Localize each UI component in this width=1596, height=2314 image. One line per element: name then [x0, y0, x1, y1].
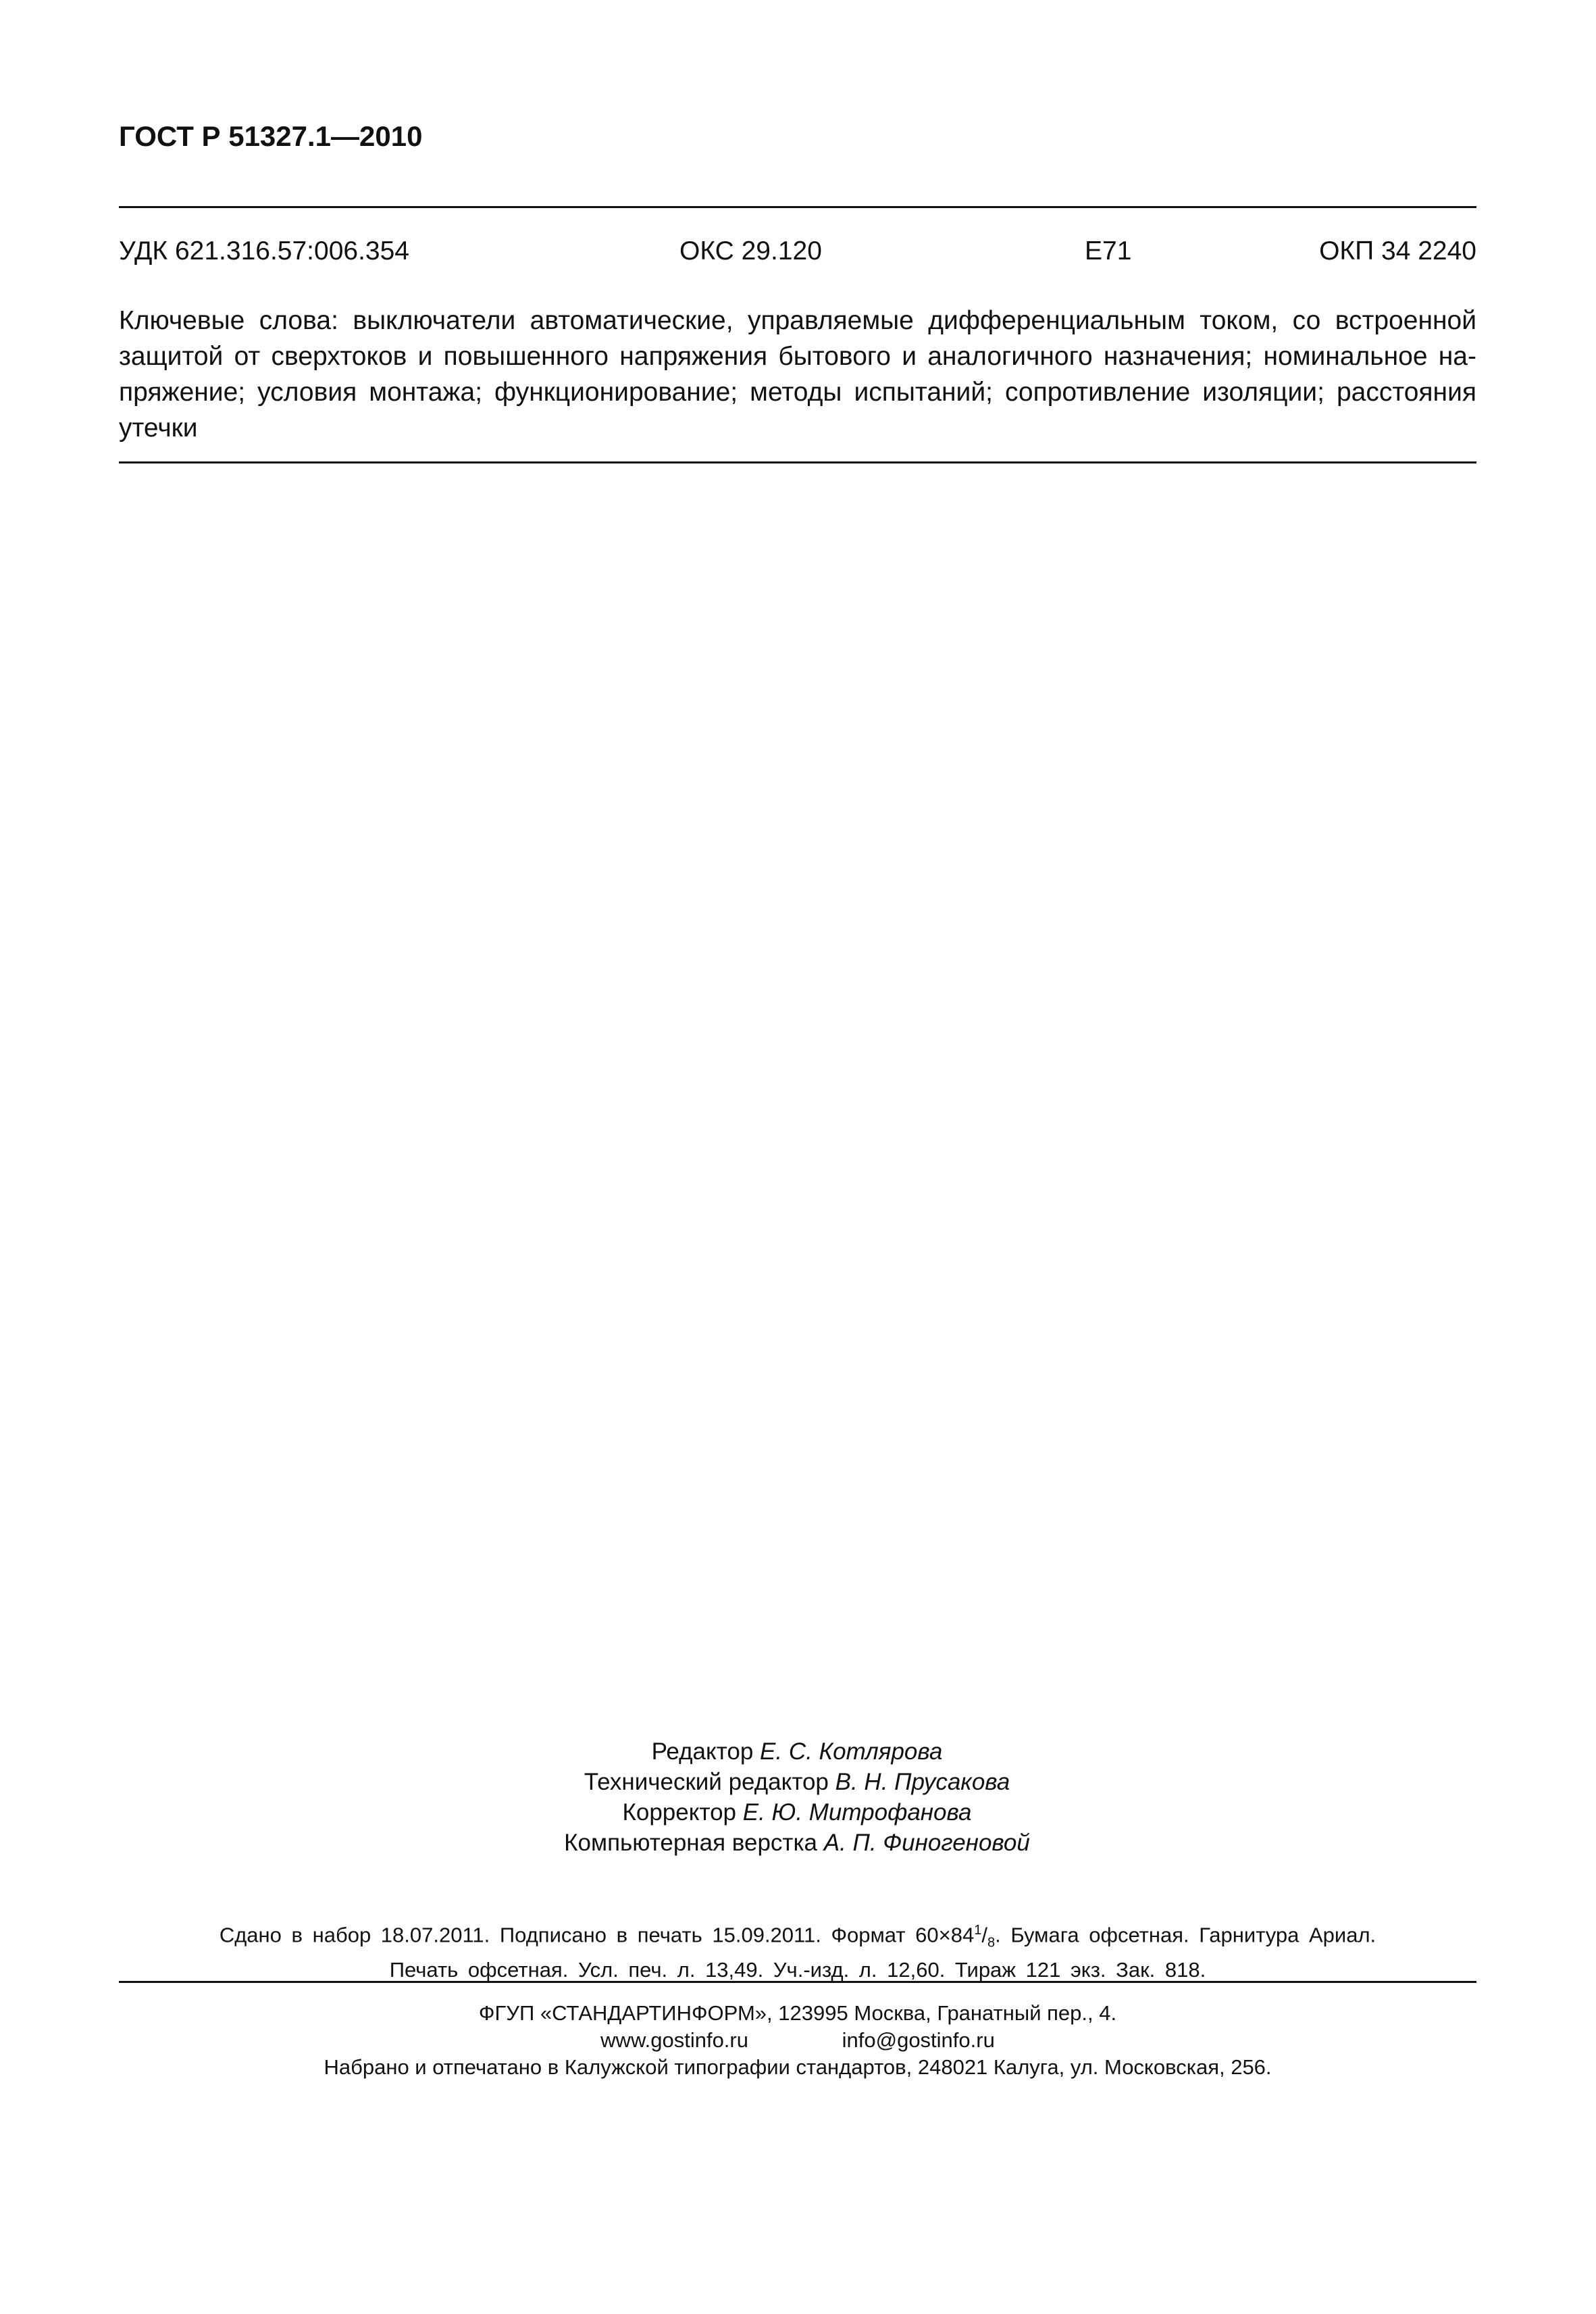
- format-denominator: 8: [987, 1935, 996, 1951]
- credit-role: Компьютерная верстка: [564, 1830, 817, 1856]
- group-code: Е71: [1085, 236, 1132, 266]
- credit-role: Технический редактор: [584, 1769, 829, 1795]
- okp-code: ОКП 34 2240: [1319, 236, 1476, 266]
- credits-block: [405, 1736, 1189, 1858]
- credit-name: В. Н. Прусакова: [835, 1769, 1010, 1795]
- credit-proofreader: [405, 1797, 1189, 1828]
- imprint-text: . Бумага офсетная. Гарнитура Ариал.: [995, 1923, 1376, 1947]
- keywords-divider: [119, 461, 1476, 463]
- gost-code: ГОСТ Р 51327.1—2010: [119, 120, 423, 152]
- publisher-block: [119, 2000, 1476, 2081]
- publisher-address: ФГУП «СТАНДАРТИНФОРМ», 123995 Москва, Гранатный пер., 4.: [478, 2001, 1117, 2025]
- udk-code: УДК 621.316.57:006.354: [119, 236, 409, 266]
- top-divider: [119, 206, 1476, 208]
- credit-layout: [405, 1828, 1189, 1858]
- publisher-contacts: [119, 2027, 1476, 2054]
- credit-editor: [405, 1736, 1189, 1767]
- imprint-block: [119, 1917, 1476, 1984]
- keywords-paragraph: Ключевые слова: выключатели автоматические, управляемые дифференциальным током, со встроенной защитой от сверхтоков и повышенного напряжения бытового и аналогичного назначения; номинальное напряжение; условия монтажа; функционирование; методы испытаний; сопротивление изоляции; расстояния утечки: [119, 306, 1476, 443]
- credit-tech-editor: [405, 1767, 1189, 1797]
- credit-name: А. П. Финогеновой: [823, 1830, 1030, 1856]
- website-link[interactable]: www.gostinfo.ru: [600, 2028, 748, 2052]
- credit-name: Е. С. Котлярова: [760, 1738, 943, 1765]
- credit-name: Е. Ю. Митрофанова: [742, 1799, 972, 1826]
- credit-role: Редактор: [651, 1738, 754, 1765]
- imprint-text: Сдано в набор 18.07.2011. Подписано в печать 15.09.2011. Формат 60×84: [219, 1923, 975, 1947]
- imprint-divider: [119, 1981, 1476, 1983]
- email-link[interactable]: info@gostinfo.ru: [842, 2028, 995, 2052]
- printer-info: Набрано и отпечатано в Калужской типографии стандартов, 248021 Калуга, ул. Московская, 256.: [324, 2055, 1272, 2079]
- credit-role: Корректор: [622, 1799, 737, 1826]
- classification-row: [119, 236, 1476, 272]
- format-numerator: 1: [974, 1923, 982, 1938]
- oks-code: ОКС 29.120: [679, 236, 822, 266]
- imprint-line-2: Печать офсетная. Усл. печ. л. 13,49. Уч.-изд. л. 12,60. Тираж 121 экз. Зак. 818.: [389, 1957, 1206, 1982]
- imprint-line-1: Сдано в набор 18.07.2011. Подписано в печать 15.09.2011. Формат $60\times 84^1/_8$. Бумага офсетная. Гарнитура Ариал.: [219, 1923, 1376, 1951]
